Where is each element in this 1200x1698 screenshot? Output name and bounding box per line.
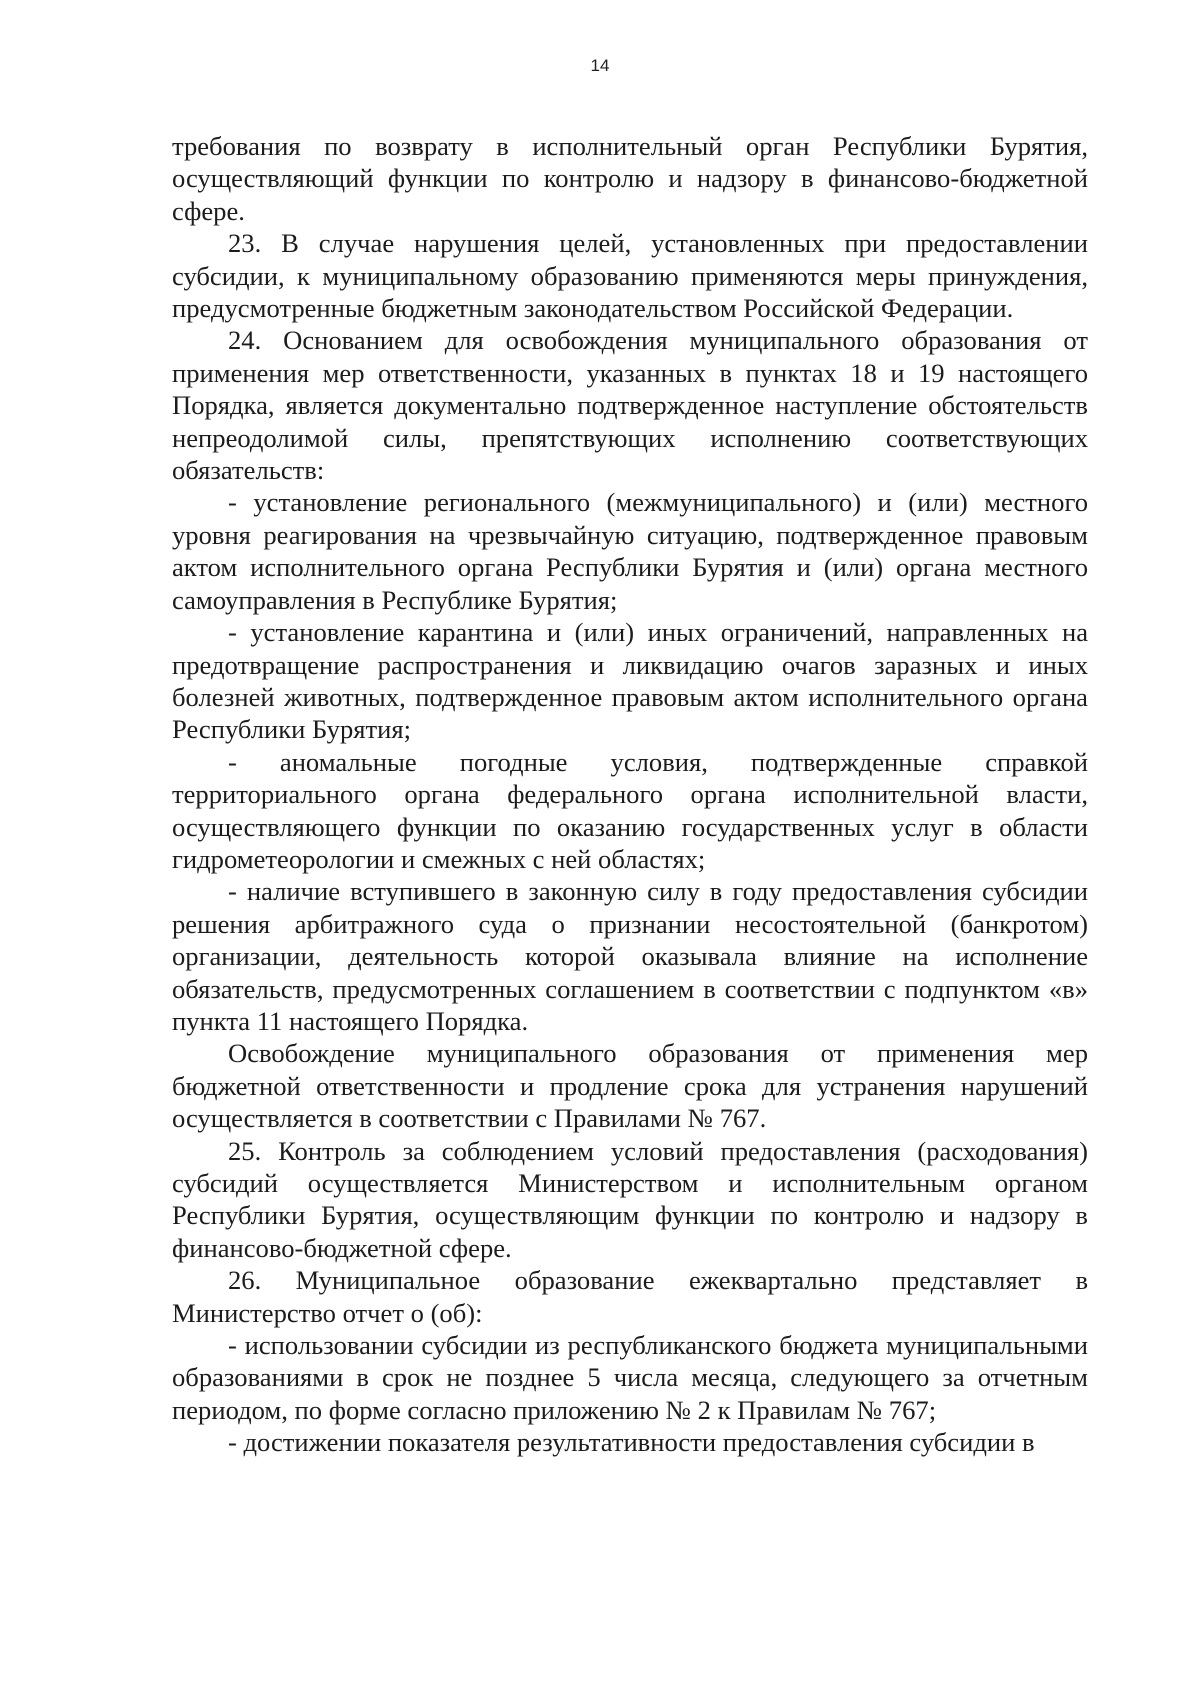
list-item-emergency: - установление регионального (межмуниципального) и (или) местного уровня реагирования на чрезвычайную ситуацию, подтвержденное правовым актом исполнительного органа Республики Бурятия и (или) органа местного самоуправления в Республике Бурятия; <box>172 487 1088 615</box>
paragraph-item-23: 23. В случае нарушения целей, установленных при предоставлении субсидии, к муниципальному образованию применяются меры принуждения, предусмотренные бюджетным законодательством Российской Федерации. <box>172 228 1088 324</box>
list-item-results-report: - достижении показателя результативности предоставления субсидии в <box>228 1427 1035 1458</box>
paragraph-item-25: 25. Контроль за соблюдением условий предоставления (расходования) субсидий осуществляется Министерством и исполнительным органом Республики Бурятия, осуществляющим функции по контролю и надзору в финансово-бюджетной сфере. <box>172 1135 1088 1263</box>
list-item-usage-report: - использовании субсидии из республиканского бюджета муниципальными образованиями в срок не позднее 5 числа месяца, следующего за отчетным периодом, по форме согласно приложению № 2 к Правилам № 767; <box>172 1330 1088 1425</box>
list-item-bankruptcy: - наличие вступившего в законную силу в году предоставления субсидии решения арбитражного суда о признании несостоятельной (банкротом) организации, деятельность которой оказывала влияние на исполнение обязательств, предусмотренных соглашением в соответствии с подпунктом «в» пункта 11 настоящего Порядка. <box>172 876 1088 1036</box>
paragraph-item-26: 26. Муниципальное образование ежеквартально представляет в Министерство отчет о (об): <box>172 1265 1088 1328</box>
document-body <box>172 130 1088 1459</box>
list-item-quarantine: - установление карантина и (или) иных ограничений, направленных на предотвращение распространения и ликвидацию очагов заразных и иных болезней животных, подтвержденное правовым актом исполнительного органа Республики Бурятия; <box>172 617 1088 745</box>
paragraph-exemption: Освобождение муниципального образования от применения мер бюджетной ответственности и продление срока для устранения нарушений осуществляется в соответствии с Правилами № 767. <box>172 1038 1088 1134</box>
paragraph-item-24: 24. Основанием для освобождения муниципального образования от применения мер ответственности, указанных в пунктах 18 и 19 настоящего Порядка, является документально подтвержденное наступление обстоятельств непреодолимой силы, препятствующих исполнению соответствующих обязательств: <box>172 325 1088 486</box>
paragraph-continuation: требования по возврату в исполнительный орган Республики Бурятия, осуществляющий функции по контролю и надзору в финансово-бюджетной сфере. <box>172 131 1088 226</box>
list-item-weather: - аномальные погодные условия, подтвержденные справкой территориального органа федерального органа исполнительной власти, осуществляющего функции по оказанию государственных услуг в области гидрометеорологии и смежных с ней областях; <box>172 746 1088 874</box>
page-number: 14 <box>590 56 610 75</box>
